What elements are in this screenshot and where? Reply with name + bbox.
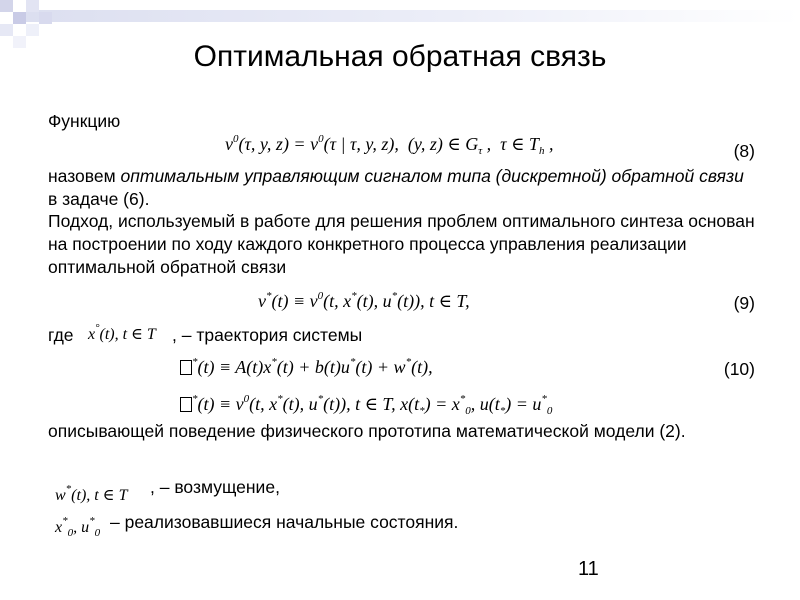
paragraph-function-lead: Функцию <box>48 111 121 131</box>
equation-10-number: (10) <box>723 359 755 379</box>
disturbance-text: , – возмущение, <box>150 477 280 497</box>
initial-states-text: – реализовавшиеся начальные состояния. <box>110 512 459 532</box>
paragraph-description: описывающей поведение физического прототипа математической модели (2). <box>48 421 686 441</box>
equation-9: $v^*(t) \equiv v^0(t$, x*(t), u*(t)), t ∈ T, <box>258 290 470 311</box>
equation-10b: $^*(t) \equiv v^0(t$, x*(t), u*(t)), t ∈ T, $x(t_*) = x^*_0$, $u(t_*) = u^*_0$ <box>180 393 552 417</box>
disturbance-formula: w*(t), t ∈ T <box>55 483 128 504</box>
equation-8-number: (8) <box>733 141 755 161</box>
page-number: 11 <box>578 558 599 580</box>
trajectory-text: , – траектория системы <box>172 325 363 345</box>
paragraph-approach: Подход, используемый в работе для решения проблем оптимального синтеза основан на построении по ходу каждого конкретного процесса управления реализации оптимальной обратной связи <box>48 211 755 277</box>
trajectory-formula: x°(t), t ∈ T <box>88 322 156 343</box>
where-label: где <box>48 325 74 345</box>
paragraph-definition: назовем оптимальным управляющим сигналом типа (дискретной) обратной связи в задаче (6). <box>48 166 744 209</box>
equation-10a: *(t) ≡ A(t)x*(t) + b(t)u*(t) + w*(t), <box>180 356 433 378</box>
initial-states-formula: $x^*_0$, $u^*_0$ <box>55 515 101 539</box>
slide-title: Оптимальная обратная связь <box>193 40 607 73</box>
equation-9-number: (9) <box>733 293 755 313</box>
equation-8: $v^0(\tau$, y, $z) = v^0(\tau$ | τ, y, z), (y, z) ∈ $G_\tau$ , τ ∈ $T_h$ , <box>225 133 554 157</box>
